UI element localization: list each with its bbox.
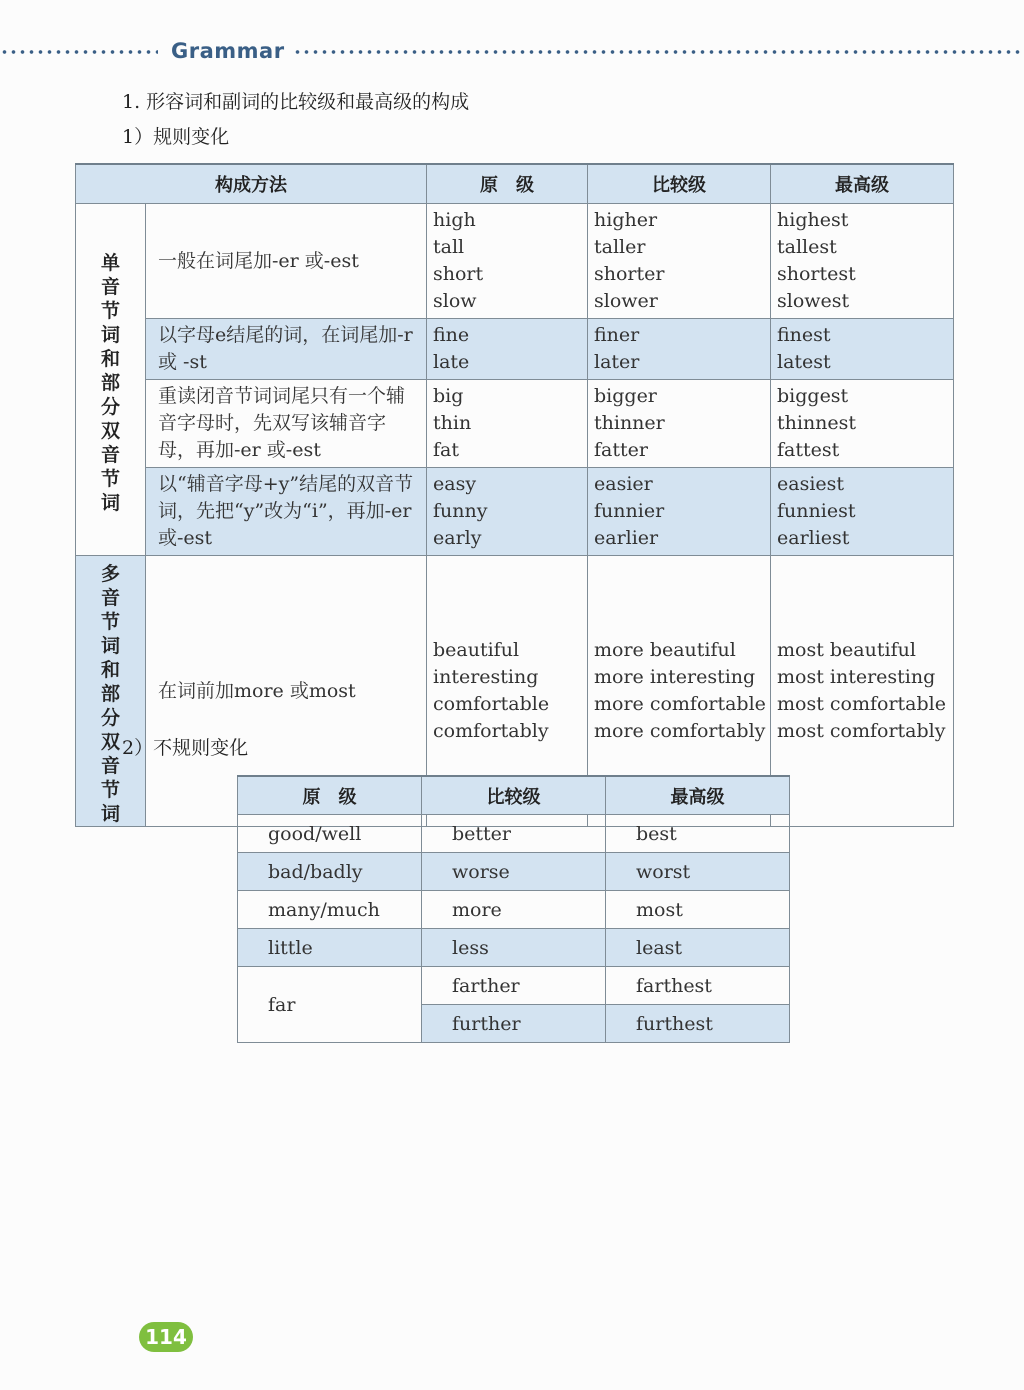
word: slow bbox=[433, 290, 477, 312]
superlative-cell bbox=[771, 319, 954, 380]
base-cell bbox=[427, 204, 588, 319]
heading-formation: 1. 形容词和副词的比较级和最高级的构成 bbox=[122, 91, 470, 113]
superlative-cell: worst bbox=[606, 853, 790, 891]
regular-forms-table bbox=[75, 163, 954, 827]
word: funny bbox=[433, 500, 488, 522]
word: shorter bbox=[594, 263, 665, 285]
superlative-cell: furthest bbox=[606, 1005, 790, 1043]
table-row bbox=[238, 891, 790, 929]
word: later bbox=[594, 351, 640, 373]
word: interesting bbox=[433, 666, 539, 688]
word: comfortable bbox=[433, 693, 550, 715]
word: fatter bbox=[594, 439, 648, 461]
base-cell bbox=[427, 380, 588, 468]
word: taller bbox=[594, 236, 646, 258]
header-method: 构成方法 bbox=[76, 164, 427, 204]
word: tallest bbox=[777, 236, 837, 258]
word: high bbox=[433, 209, 476, 231]
superlative-cell bbox=[771, 380, 954, 468]
header-superlative: 最高级 bbox=[606, 776, 790, 815]
base-cell: many/much bbox=[238, 891, 422, 929]
superlative-cell bbox=[771, 204, 954, 319]
word: more comfortable bbox=[594, 693, 766, 715]
table-row bbox=[76, 380, 954, 468]
comparative-cell: worse bbox=[422, 853, 606, 891]
word: higher bbox=[594, 209, 658, 231]
base-cell: bad/badly bbox=[238, 853, 422, 891]
comparative-cell: farther bbox=[422, 967, 606, 1005]
dotted-rule-right bbox=[293, 50, 1024, 54]
method-cell: 重读闭音节词词尾只有一个辅音字母时，先双写该辅音字母，再加-er 或-est bbox=[146, 380, 427, 468]
word: thin bbox=[433, 412, 472, 434]
group-label-polysyllabic: 多音节词和部分双音节词 bbox=[76, 556, 146, 827]
base-cell: good/well bbox=[238, 815, 422, 853]
word: big bbox=[433, 385, 464, 407]
table-row bbox=[238, 967, 790, 1005]
word: fine bbox=[433, 324, 470, 346]
comparative-cell: more bbox=[422, 891, 606, 929]
method-cell: 以字母e结尾的词，在词尾加-r或 -st bbox=[146, 319, 427, 380]
word: more interesting bbox=[594, 666, 756, 688]
word: bigger bbox=[594, 385, 657, 407]
word: thinnest bbox=[777, 412, 857, 434]
word: easier bbox=[594, 473, 653, 495]
table-row bbox=[238, 853, 790, 891]
heading-irregular: 2）不规则变化 bbox=[122, 737, 249, 759]
word: comfortably bbox=[433, 720, 549, 742]
header-base: 原 级 bbox=[427, 164, 588, 204]
superlative-cell: most bbox=[606, 891, 790, 929]
word: early bbox=[433, 527, 482, 549]
page-header bbox=[0, 36, 1024, 68]
table-row bbox=[76, 204, 954, 319]
comparative-cell bbox=[588, 319, 771, 380]
comparative-cell bbox=[588, 204, 771, 319]
comparative-cell: better bbox=[422, 815, 606, 853]
word: most beautiful bbox=[777, 639, 916, 661]
word: funniest bbox=[777, 500, 856, 522]
word: more beautiful bbox=[594, 639, 736, 661]
superlative-cell bbox=[771, 468, 954, 556]
word: slower bbox=[594, 290, 658, 312]
irregular-forms-table bbox=[237, 775, 790, 1043]
table-row bbox=[76, 319, 954, 380]
word: most interesting bbox=[777, 666, 936, 688]
word: finest bbox=[777, 324, 831, 346]
header-comparative: 比较级 bbox=[422, 776, 606, 815]
word: slowest bbox=[777, 290, 850, 312]
word: late bbox=[433, 351, 470, 373]
method-cell: 以“辅音字母+y”结尾的双音节词，先把“y”改为“i”，再加-er 或-est bbox=[146, 468, 427, 556]
superlative-cell: least bbox=[606, 929, 790, 967]
word: highest bbox=[777, 209, 849, 231]
comparative-cell: less bbox=[422, 929, 606, 967]
word: biggest bbox=[777, 385, 849, 407]
word: tall bbox=[433, 236, 465, 258]
word: earlier bbox=[594, 527, 659, 549]
table-header-row bbox=[76, 164, 954, 204]
comparative-cell: further bbox=[422, 1005, 606, 1043]
word: earliest bbox=[777, 527, 850, 549]
word: fattest bbox=[777, 439, 840, 461]
section-title: Grammar bbox=[171, 39, 285, 63]
heading-regular: 1）规则变化 bbox=[122, 126, 230, 148]
superlative-cell: farthest bbox=[606, 967, 790, 1005]
word: easiest bbox=[777, 473, 845, 495]
comparative-cell bbox=[588, 468, 771, 556]
base-cell bbox=[427, 468, 588, 556]
page-number-badge: 114 bbox=[139, 1322, 193, 1352]
base-cell: little bbox=[238, 929, 422, 967]
table-row bbox=[238, 929, 790, 967]
word: beautiful bbox=[433, 639, 520, 661]
word: latest bbox=[777, 351, 831, 373]
table-row bbox=[76, 468, 954, 556]
word: more comfortably bbox=[594, 720, 766, 742]
word: most comfortable bbox=[777, 693, 946, 715]
word: funnier bbox=[594, 500, 665, 522]
word: short bbox=[433, 263, 484, 285]
method-cell: 一般在词尾加-er 或-est bbox=[146, 204, 427, 319]
base-cell: far bbox=[238, 967, 422, 1043]
word: finer bbox=[594, 324, 640, 346]
word: most comfortably bbox=[777, 720, 946, 742]
header-superlative: 最高级 bbox=[771, 164, 954, 204]
superlative-cell bbox=[771, 556, 954, 827]
base-cell bbox=[427, 319, 588, 380]
superlative-cell: best bbox=[606, 815, 790, 853]
dotted-rule-left bbox=[0, 50, 158, 54]
method-cell: 在词前加more 或most bbox=[146, 556, 427, 827]
table-row bbox=[238, 815, 790, 853]
word: thinner bbox=[594, 412, 665, 434]
word: fat bbox=[433, 439, 459, 461]
comparative-cell bbox=[588, 380, 771, 468]
header-base: 原 级 bbox=[238, 776, 422, 815]
group-label-monosyllabic: 单音节词和部分双音节词 bbox=[76, 204, 146, 556]
word: easy bbox=[433, 473, 477, 495]
header-comparative: 比较级 bbox=[588, 164, 771, 204]
word: shortest bbox=[777, 263, 856, 285]
table-header-row bbox=[238, 776, 790, 815]
